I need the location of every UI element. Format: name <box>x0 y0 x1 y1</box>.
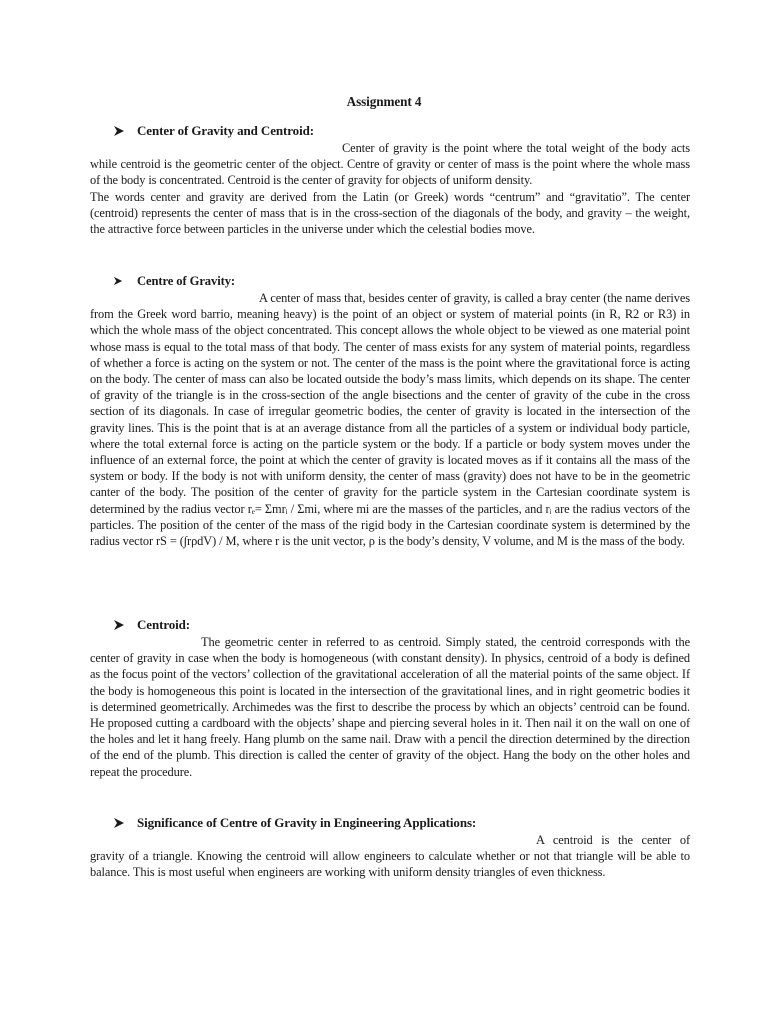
paragraph-lead: Center of gravity is the point where the total weight of the <box>342 141 639 155</box>
section-body-centre-of-gravity <box>90 290 690 549</box>
paragraph: The words center and gravity are derived from the Latin (or Greek) words “centrum” and “gravitatio”. The center (centroid) represents the center of mass that is in the cross-section of the diagonals of the body, and gravity – the weight, the attractive force between particles in the universe under which the celestial bodies move. <box>90 189 690 237</box>
document-title: Assignment 4 <box>346 94 422 109</box>
section-heading-text: Significance of Centre of Gravity in Engineering Applications: <box>137 815 477 830</box>
section-heading-centroid <box>113 617 190 633</box>
arrow-bullet-icon <box>113 619 137 631</box>
paragraph <box>90 634 690 780</box>
section-heading-text: Center of Gravity and Centroid: <box>137 123 314 138</box>
section-heading-significance <box>113 815 476 831</box>
paragraph <box>90 290 690 549</box>
section-body-centroid <box>90 634 690 780</box>
arrow-bullet-icon <box>113 276 137 286</box>
paragraph-lead: The geometric center in referred to as centroid. Simply stated, the centroid <box>201 635 581 649</box>
paragraph <box>90 832 690 881</box>
section-heading-center-of-gravity-and-centroid <box>113 123 314 139</box>
section-heading-text: Centroid: <box>137 617 191 632</box>
paragraph-text: of gravity of a triangle. Knowing the centroid will allow engineers to calculate whether or not that triangle will be able to balance. This is most useful when engineers are working with uniform density triangles of even thickness. <box>90 833 690 880</box>
paragraph-text: name derives from the Greek word barrio, meaning heavy) is the point of an object or system of material points (in R, R2 or R3) in which the whole mass of the object concentrated. This concept allows the whole object to be viewed as one material point whose mass is equal to the total mass of that body. The center of mass exists for any system of material points, regardless of whether a force is acting on the system or not. The center of the mass is the point where the gravitational force is acting on the body. The center of mass can also be located outside the body’s mass limits, which depends on its shape. The center of gravity of the triangle is in the cross-section of the angle bisections and the center of gravity of the cube in the cross section of its diagonals. In case of irregular geometric bodies, the center of gravity is located in the intersection of the gravity lines. This is the point that is at an average distance from all the particles of a system or individual body particle, where the total external force is acting on the particle system or the body. If a particle or body system moves under the influence of an external force, the point at which the center of gravity is located moves as if it contains all the mass of the system or body. If the body is not with uniform density, the center of mass (gravity) does not have to be in the geometric canter of the body. The position of the center of gravity for the particle system in the Cartesian coordinate system is determined by the radius vector rₑ= Σmrᵢ / Σmi, where mi are the masses of the particles, and rᵢ are the radius vectors of the particles. The position of the center of the mass of the rigid body in the Cartesian coordinate system is determined by the radius vector rS = (∫rρdV) / M, where r is the unit vector, ρ is the body’s density, V volume, and M is the mass of the body. <box>90 291 690 549</box>
paragraph-lead: A center of mass that, besides center of gravity, is called a bray center (the <box>259 291 623 305</box>
paragraph-text: corresponds with the center of gravity in case when the body is homogeneous (with constant density). In physics, centroid of a body is defined as the focus point of the vectors’ collection of the gravitational acceleration of all the material points of the same object. If the body is homogeneous this point is located in the intersection of the gravitational lines, and in right geometric bodies it is determined geometrically. Archimedes was the first to describe the process by which an objects’ centroid can be found. He proposed cutting a cardboard with the objects’ shape and piercing several holes in it. Then nail it on the wall on one of the holes and let it hang freely. Hang plumb on the same nail. Draw with a pencil the direction determined by the direction of the end of the plumb. This direction is called the center of gravity of the object. Hang the body on the other holes and repeat the procedure. <box>90 635 690 779</box>
paragraph-lead: A centroid is the center <box>536 833 672 847</box>
section-heading-text: Centre of Gravity: <box>137 274 235 288</box>
arrow-bullet-icon <box>113 817 137 829</box>
section-body-center-of-gravity-and-centroid <box>90 140 690 237</box>
paragraph <box>90 140 690 189</box>
arrow-bullet-icon <box>113 125 137 137</box>
section-body-significance <box>90 832 690 881</box>
paragraph-text: body acts while centroid is the geometric center of the object. Centre of gravity or center of mass is the point where the whole mass of the body is concentrated. Centroid is the center of gravity for objects of uniform density. <box>90 141 690 188</box>
section-heading-centre-of-gravity <box>113 273 235 289</box>
